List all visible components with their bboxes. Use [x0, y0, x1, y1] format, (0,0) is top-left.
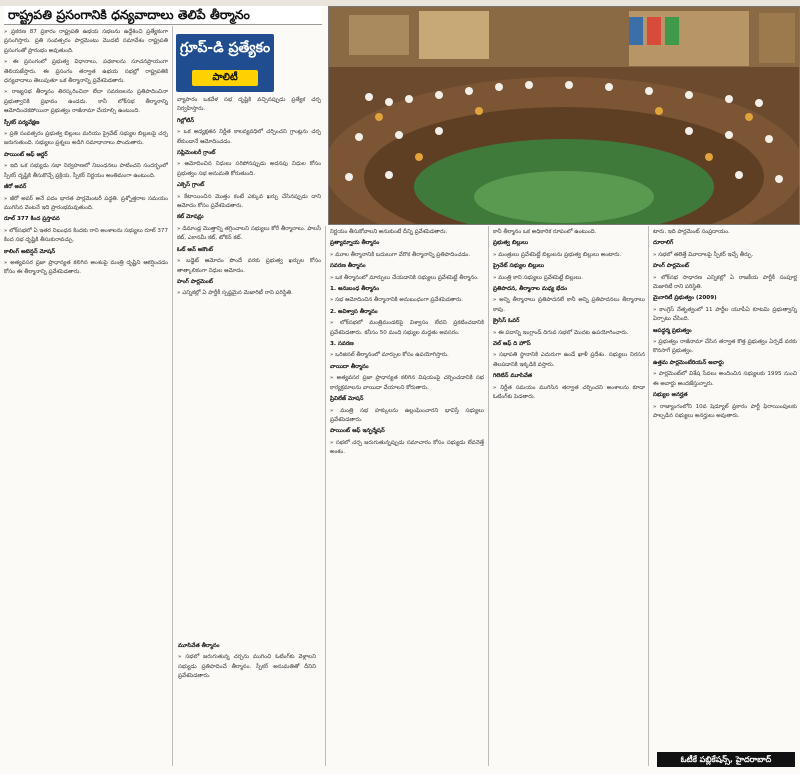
- paragraph: » సభలో తలెత్తే వివాదాలపై స్పీకర్ ఇచ్చే తీర్పు.: [653, 251, 754, 258]
- paragraph: » అన్ని తీర్మానాలు ప్రతిపాదనలే కానీ అన్ని ప్రతిపాదనలు తీర్మానాలు కావు.: [493, 297, 645, 313]
- paragraph: » లోక్‌సభలో ఏ ఇతర నిబంధన కిందకు రాని అంశాలను సభ్యులు రూల్ 377 కింద సభ దృష్టికి తీసుకురావచ్చు.: [4, 227, 168, 244]
- subheading: స్పీకర్ పర్యవేక్షణ: [4, 119, 40, 126]
- parliament-photo: [328, 6, 800, 225]
- column-2: [177, 96, 321, 632]
- paragraph: » మంత్రి సభ హక్కులను ఉల్లంఘించారని భావిస్తే సభ్యులు ప్రవేశపెడతారు.: [330, 407, 484, 423]
- subheading: ఓట్ ఆన్ అకౌంట్: [177, 246, 213, 253]
- paragraph: » మంత్రి కాని సభ్యులు ప్రవేశపెట్టే బిల్లులు.: [493, 274, 583, 281]
- paragraph: » లోక్‌సభ సాధారణ ఎన్నికల్లో ఏ రాజకీయ పార్టీకీ సంపూర్ణ మెజారిటీ రాని పరిస్థితి.: [653, 274, 797, 291]
- paragraph: » సభ ఆమోదించిన తీర్మానానికి అనుబంధంగా ప్రవేశపెడతారు.: [330, 297, 464, 304]
- paragraph: » సభలో జరుగుతున్న చర్చను ముగించి ఓటింగ్‌కు వెళ్లాలని సభ్యుడు ప్రతిపాదించే తీర్మానం. స్పీకర్ అనుమతితో దీనిని ప్రవేశపెడతారు.: [178, 654, 316, 680]
- column-divider: [325, 226, 326, 766]
- paragraph: » అత్యవసర ప్రజా ప్రాధాన్యత కలిగిన అంశంపై మంత్రి దృష్టిని ఆకర్షించడం కోసం ఈ తీర్మానాన్ని ప్రవేశపెడతారు.: [4, 259, 168, 276]
- paragraph: » లోక్‌సభలో మంత్రిమండలిపై విశ్వాసం లేదని ప్రకటించడానికి ప్రవేశపెడతారు. కనీసం 50 మంది సభ్యుల మద్దతు అవసరం.: [330, 320, 484, 336]
- subheading: ప్రైవేట్ సభ్యుల బిల్లులు: [493, 263, 545, 270]
- subheading: సవరణ తీర్మానం: [330, 263, 366, 270]
- paragraph: » ఇది ఒక సభ్యుడు సభా నిర్వహణలో నిబంధనలు పాటించని సందర్భంలో స్పీకర్ దృష్టికి తీసుకొచ్చే ప్రక్రియ. స్పీకర్ నిర్ణయం అంతిమంగా ఉంటుంది.: [4, 163, 168, 179]
- paragraph: » ప్రతి సంవత్సరం ప్రభుత్వ బిల్లులు మరియు ప్రైవేట్ సభ్యుల బిల్లులపై చర్చ జరుగుతుంది. సభ్యులు ప్రశ్నలు అడిగి సమాధానాలు పొందుతారు.: [4, 131, 168, 147]
- paragraph: » బడ్జెట్ ఆమోదం పొందే వరకు ప్రభుత్వ ఖర్చుల కోసం తాత్కాలికంగా నిధుల ఆమోదం.: [177, 258, 321, 274]
- paragraph: » ప్రకరణ 87 ప్రకారం రాష్ట్రపతి ఉభయ సభలను ఉద్దేశించి ప్రత్యేకంగా ప్రసంగిస్తారు. ప్రతి సంవత్సరం పార్లమెంటు మొదటి సమావేశం రాష్ట్రపతి ప్రసంగంతో ప్రారంభం అవుతుంది.: [4, 29, 168, 54]
- subheading: 2. అవిశ్వాస తీర్మానం: [330, 308, 378, 315]
- column-3: [330, 228, 484, 764]
- paragraph: » మంత్రులు ప్రవేశపెట్టే బిల్లులను ప్రభుత్వ బిల్లులు అంటారు.: [493, 251, 622, 258]
- paragraph: » ఈ పదాన్ని ఇంగ్లాండ్ దిగువ సభలో మొదట ఉపయోగించారు.: [493, 329, 629, 336]
- subheading: కట్ మోషన్లు: [177, 214, 204, 221]
- paragraph: » ఆమోదించిన నిధులు సరిపోనప్పుడు అదనపు నిధుల కోసం ప్రభుత్వం సభ అనుమతి కోరుతుంది.: [177, 161, 321, 177]
- paragraph: » రాజ్యాంగంలోని 10వ షెడ్యూల్ ప్రకారం పార్టీ ఫిరాయింపులకు పాల్పడిన సభ్యులు అనర్హులు అవుతారు.: [653, 403, 797, 419]
- paragraph: టారు. ఇది పార్లమెంట్ సంప్రదాయం.: [653, 229, 730, 235]
- badge-title: గ్రూప్-డి ప్రత్యేకం: [179, 40, 271, 56]
- paragraph: » ప్రభుత్వం రాజీనామా చేసిన తర్వాత కొత్త ప్రభుత్వం ఏర్పడే వరకు కొనసాగే ప్రభుత్వం.: [653, 339, 797, 355]
- footer-credit: ఓటీకే పబ్లికేషన్స్, హైదరాబాద్: [657, 752, 795, 767]
- column-divider: [648, 226, 649, 766]
- paragraph: » నిర్ణీత సమయం ముగిసిన తర్వాత చర్చించని అంశాలను కూడా ఓటింగ్‌కు పెడతారు.: [493, 384, 645, 401]
- paragraph: » ఈ ప్రసంగంలో ప్రభుత్వ విధానాలు, పథకాలను సూచనప్రాయంగా తెలియజేస్తారు. ఈ ప్రసంగం తర్వాత ఉభయ సభల్లో రాష్ట్రపతికి ధన్యవాదాలు తెలుపుతూ ఒక తీర్మానాన్ని ప్రవేశపెడతారు.: [4, 59, 168, 85]
- subheading: ఆపద్ధర్మ ప్రభుత్వం: [653, 327, 692, 334]
- subheading: సభ్యుల అనర్హత: [653, 392, 688, 399]
- subheading: మైనారిటీ ప్రభుత్వం (2009): [653, 295, 717, 302]
- subheading: జీరో అవర్: [4, 184, 27, 191]
- paragraph: » ఎన్నికల్లో ఏ పార్టీకీ స్పష్టమైన మెజారిటీ రాని పరిస్థితి.: [177, 290, 293, 297]
- subheading: ఉత్తమ పార్లమెంటేరియన్ అవార్డు: [653, 359, 724, 366]
- subheading: ప్రివిలేజ్ మోషన్: [330, 396, 364, 403]
- paragraph: నిర్ణయం తీసుకోవాలని అనుకుంటే దీన్ని ప్రవేశపెడతారు.: [330, 229, 448, 235]
- badge-subtitle: పాలిటీ: [192, 70, 258, 86]
- paragraph: » కాంగ్రెస్ నేతృత్వంలో 11 పార్టీల యూపీఏ కూటమి ప్రభుత్వాన్ని ఏర్పాటు చేసింది.: [653, 306, 797, 323]
- subheading: వాయిదా తీర్మానం: [330, 363, 369, 370]
- paragraph: » పార్లమెంట్‌లో విశేష సేవలు అందించిన సభ్యులకు 1995 నుంచి ఈ అవార్డు అందజేస్తున్నారు.: [653, 371, 797, 387]
- paragraph: » జీరో అవర్ అనే పదం భారత పార్లమెంటరీ పద్ధతి. ప్రశ్నోత్తరాల సమయం ముగిసిన వెంటనే ఇది ప్రారంభమవుతుంది.: [4, 195, 168, 211]
- subheading: క్రైసిస్ ఓవర్: [493, 318, 520, 325]
- paragraph: » రాజ్యసభ తీర్మానం తిరస్కరించినా లేదా సవరణలను ప్రతిపాదించినా ప్రభుత్వానికి ప్రభావం ఉండదు. కానీ లోక్‌సభ తీర్మానాన్ని ఆమోదించకపోయినా ప్రభుత్వం రాజీనామా చేయాల్సి ఉంటుంది.: [4, 89, 168, 115]
- paragraph: వ్యాపారం ఒకవేళ సభ దృష్టికి వచ్చినప్పుడు ప్రత్యేక చర్చ నిర్వహిస్తారు.: [177, 97, 321, 113]
- box-heading: పాయింట్ ఆఫ్ ఇన్ఫర్మేషన్: [330, 428, 385, 435]
- subheading: హంగ్ పార్లమెంట్: [653, 263, 689, 270]
- paragraph: » మూల తీర్మానానికి బదులుగా వేరొక తీర్మానాన్ని ప్రతిపాదించడం.: [330, 251, 471, 258]
- paragraph: » సభలో చర్చ జరుగుతున్నప్పుడు సమాచారం కోసం సభ్యుడు లేవనెత్తే అంశం.: [330, 439, 484, 456]
- headline: రాష్ట్రపతి ప్రసంగానికి ధన్యవాదాలు తెలిపే తీర్మానం: [8, 7, 250, 22]
- subheading: ప్రతిపాదన, తీర్మానాల మధ్య భేదం: [493, 286, 568, 293]
- column-1: [4, 28, 168, 768]
- paragraph: » సభాపతి స్థానానికి ఎదురుగా ఉండే ఖాళీ ప్రదేశం. సభ్యులు నిరసన తెలపడానికి ఇక్కడికి వస్తారు.: [493, 352, 645, 368]
- column-divider: [488, 226, 489, 766]
- paragraph: » డిమాండ్ల మొత్తాన్ని తగ్గించాలని సభ్యులు కోరే తీర్మానాలు. పాలసీ కట్, ఎకానమీ కట్, టోకెన్ కట్.: [177, 225, 321, 242]
- subheading: కాలింగ్ అటెన్షన్ మోషన్: [4, 248, 55, 255]
- paragraph: » ఒరిజినల్ తీర్మానంలో మార్పుల కోసం ఉపయోగిస్తారు.: [330, 352, 449, 359]
- column-2-box: [178, 640, 316, 764]
- column-divider: [172, 26, 173, 766]
- subheading: దూరాలిగ్: [653, 240, 674, 247]
- subheading: వెల్ ఆఫ్ ది హౌస్: [493, 341, 531, 348]
- paragraph: » అత్యవసర ప్రజా ప్రాధాన్యత కలిగిన విషయంపై చర్చించడానికి సభ కార్యక్రమాలను వాయిదా వేయాలని కోరుతారు.: [330, 375, 484, 391]
- paragraph: » ఒక తీర్మానంలో మార్పులు చేయడానికి సభ్యులు ప్రవేశపెట్టే తీర్మానం.: [330, 274, 479, 281]
- subheading: ప్రత్యామ్నాయ తీర్మానం: [330, 240, 380, 247]
- subheading: హంగ్ పార్లమెంట్: [177, 278, 213, 285]
- subheading: గిల్లోటిన్: [177, 117, 195, 124]
- subheading: ఎక్సెస్ గ్రాంట్: [177, 182, 205, 189]
- paragraph: కానీ తీర్మానం ఒక అధికారిక రూపంలో ఉంటుంది.: [493, 229, 597, 235]
- column-4: [493, 228, 645, 764]
- subheading: సప్లిమెంటరీ గ్రాంట్: [177, 150, 216, 157]
- group-d-badge: [176, 34, 274, 92]
- box-heading: గిలెటిన్ మూసివేత: [493, 373, 533, 380]
- paragraph: » ఒక అధ్యక్షతన నిర్ణీత కాలవ్యవధిలో చర్చించని గ్రాంట్లను చర్చ లేకుండానే ఆమోదించడం.: [177, 129, 321, 145]
- subheading: 1. అనుబంధ తీర్మానం: [330, 286, 380, 293]
- subheading: రూల్ 377 కింద ప్రస్తావన: [4, 216, 60, 223]
- column-5: [653, 228, 797, 748]
- subheading: పాయింట్ ఆఫ్ ఆర్డర్: [4, 151, 48, 158]
- paragraph: » కేటాయించిన మొత్తం కంటే ఎక్కువ ఖర్చు చేసినప్పుడు దాని ఆమోదం కోసం ప్రవేశపెడతారు.: [177, 193, 321, 210]
- box-heading: మూసివేత తీర్మానం: [178, 643, 220, 649]
- parliament-illustration: [329, 7, 799, 224]
- subheading: ప్రభుత్వ బిల్లులు: [493, 240, 529, 247]
- subheading: 3. సవరణ: [330, 341, 354, 348]
